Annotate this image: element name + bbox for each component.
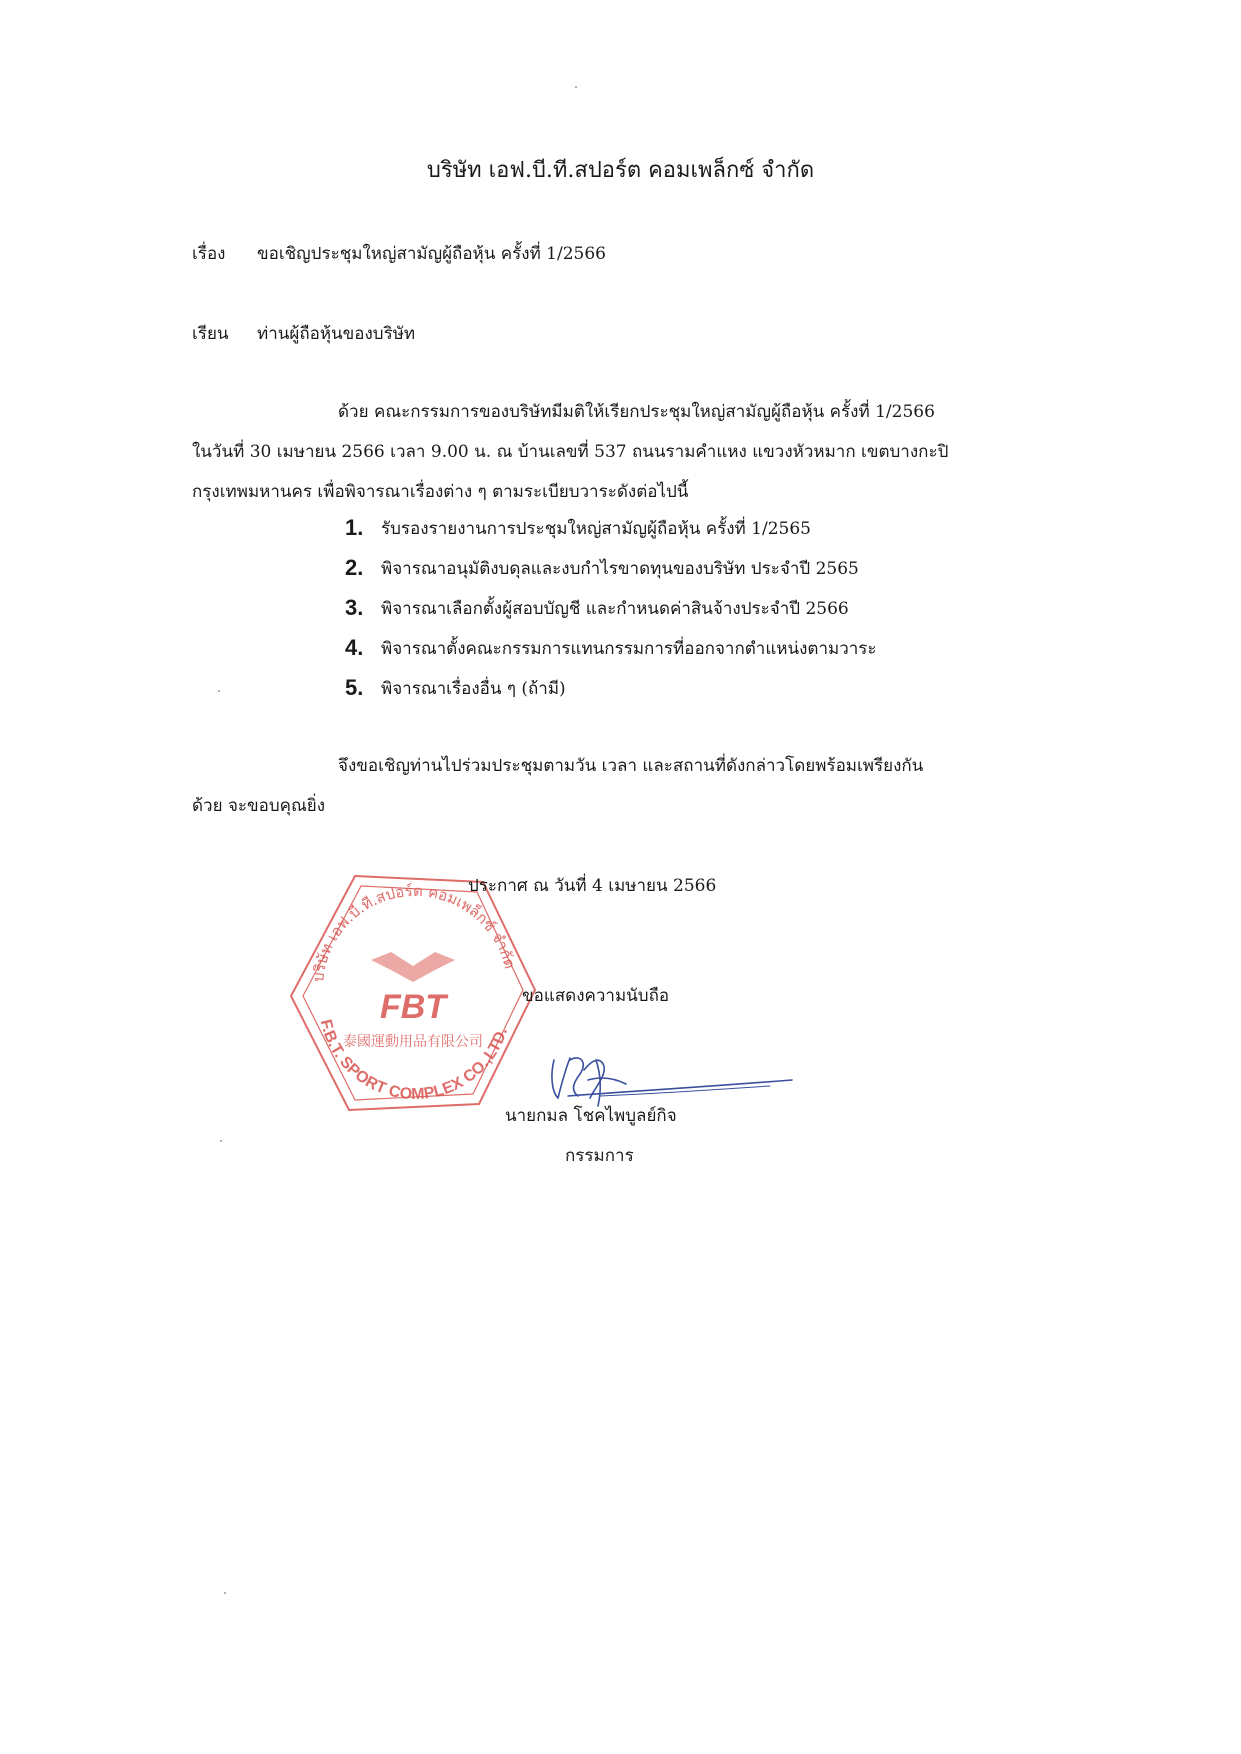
- company-stamp-icon: [283, 868, 543, 1118]
- closing-line-1: จึงขอเชิญท่านไปร่วมประชุมตามวัน เวลา และสถานที่ดังกล่าวโดยพร้อมเพรียงกัน: [338, 756, 924, 776]
- agenda-item: [345, 508, 877, 548]
- closing-line-2: ด้วย จะขอบคุณยิ่ง: [192, 796, 326, 816]
- stamp-english-text: [317, 1018, 511, 1103]
- announcement-date: ประกาศ ณ วันที่ 4 เมษายน 2566: [468, 876, 717, 896]
- scan-speck: [218, 690, 220, 692]
- agenda-text: พิจารณาตั้งคณะกรรมการแทนกรรมการที่ออกจากตำแหน่งตามวาระ: [381, 638, 877, 659]
- body-line-3: กรุงเทพมหานคร เพื่อพิจารณาเรื่องต่าง ๆ ตามระเบียบวาระดังต่อไปนี้: [192, 482, 689, 502]
- agenda-item: [345, 548, 877, 588]
- agenda-text: พิจารณาอนุมัติงบดุลและงบกำไรขาดทุนของบริษัท ประจำปี 2565: [381, 558, 859, 579]
- scan-speck: [575, 86, 577, 88]
- agenda-text: รับรองรายงานการประชุมใหญ่สามัญผู้ถือหุ้น ครั้งที่ 1/2565: [381, 518, 811, 539]
- agenda-text: พิจารณาเรื่องอื่น ๆ (ถ้ามี): [381, 678, 566, 699]
- stamp-wing-icon: [371, 952, 455, 982]
- agenda-item: [345, 628, 877, 668]
- agenda-list: [345, 508, 877, 708]
- body-line-1: ด้วย คณะกรรมการของบริษัทมีมติให้เรียกประชุมใหญ่สามัญผู้ถือหุ้น ครั้งที่ 1/2566: [338, 402, 935, 422]
- body-line-2: ในวันที่ 30 เมษายน 2566 เวลา 9.00 น. ณ บ้านเลขที่ 537 ถนนรามคำแหง แขวงหัวหมาก เขตบางกะปิ: [192, 442, 949, 462]
- agenda-text: พิจารณาเลือกตั้งผู้สอบบัญชี และกำหนดค่าสินจ้างประจำปี 2566: [381, 598, 849, 619]
- stamp-english-path: F.B.T. SPORT COMPLEX CO.,LTD.: [316, 1017, 512, 1104]
- agenda-item: [345, 588, 877, 628]
- signer-name: นายกมล โชคไพบูลย์กิจ: [505, 1106, 677, 1126]
- subject-text: ขอเชิญประชุมใหญ่สามัญผู้ถือหุ้น ครั้งที่ 1/2566: [257, 244, 606, 264]
- stamp-logo-text: FBT: [379, 988, 447, 1026]
- scan-speck: [224, 1592, 226, 1594]
- closing-regards: ขอแสดงความนับถือ: [522, 986, 670, 1006]
- recipient-text: ท่านผู้ถือหุ้นของบริษัท: [257, 324, 416, 344]
- company-title: บริษัท เอฟ.บี.ที.สปอร์ต คอมเพล็กซ์ จำกัด: [426, 158, 815, 183]
- stamp-thai-path: บริษัท เอฟ.บี.ที.สปอร์ต คอมเพล็กซ์ จำกัด: [309, 881, 519, 983]
- stamp-chinese-text: 泰國運動用品有限公司: [343, 1034, 483, 1050]
- agenda-number: 2.: [345, 555, 364, 580]
- recipient-label: เรียน: [192, 324, 229, 344]
- agenda-number: 3.: [345, 595, 364, 620]
- agenda-item: [345, 668, 877, 708]
- scan-speck: [220, 1140, 222, 1142]
- signer-position: กรรมการ: [565, 1146, 634, 1166]
- agenda-number: 5.: [345, 675, 364, 700]
- agenda-number: 4.: [345, 635, 364, 660]
- agenda-number: 1.: [345, 515, 364, 540]
- subject-label: เรื่อง: [192, 244, 226, 264]
